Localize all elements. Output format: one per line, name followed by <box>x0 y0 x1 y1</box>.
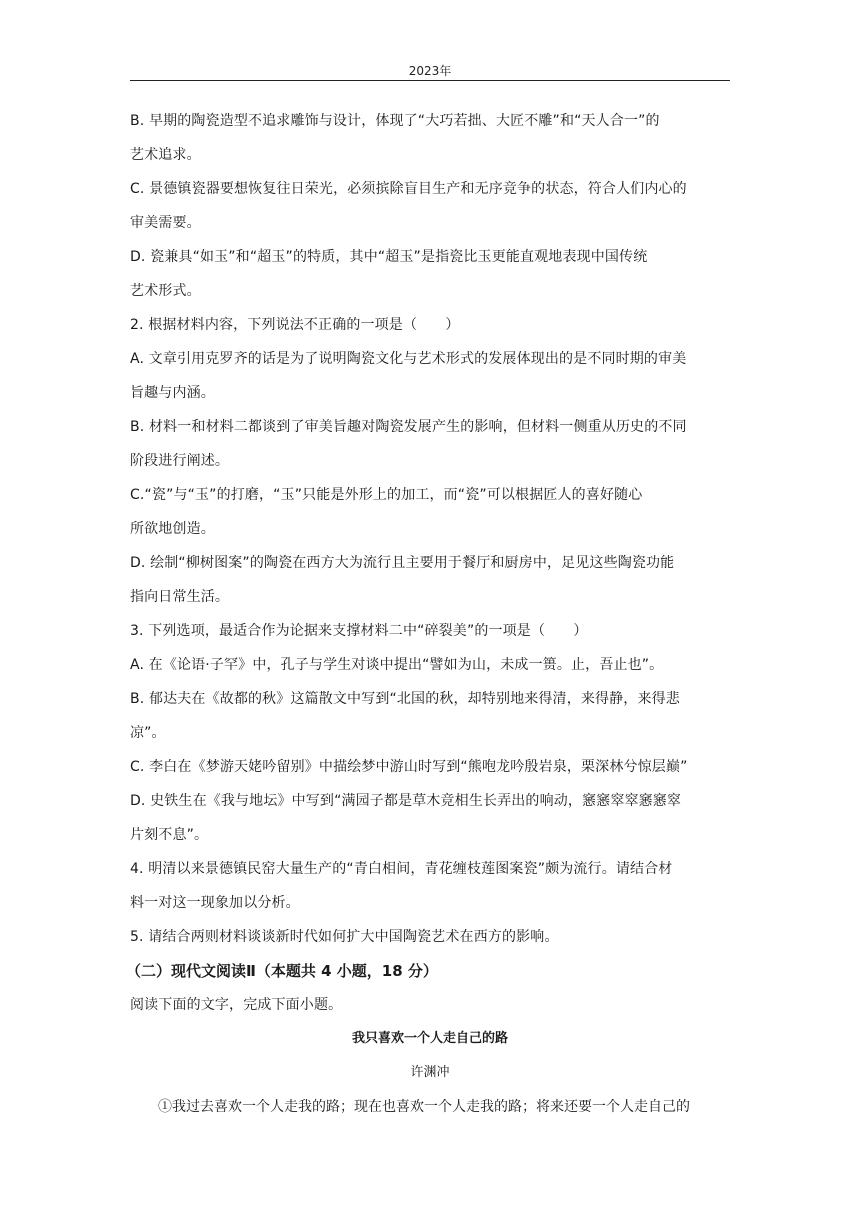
question-4: 4. 明清以来景德镇民窑大量生产的“青白相间，青花缠枝莲图案瓷”颇为流行。请结合材 <box>130 861 673 877</box>
text-line: D. 史铁生在《我与地坛》中写到“满园子都是草木竞相生长弄出的响动，窸窸窣窣窸窸窣 <box>130 793 682 809</box>
question-3: 3. 下列选项，最适合作为论据来支撑材料二中“碎裂美”的一项是（ ） <box>130 623 588 639</box>
text-line: C. 景德镇瓷器要想恢复往日荣光，必须摈除盲目生产和无序竞争的状态，符合人们内心的 <box>130 181 687 197</box>
text-line: C. 李白在《梦游天姥吟留别》中描绘梦中游山时写到“熊咆龙吟殷岩泉，栗深林兮惊层巅” <box>130 759 688 775</box>
section-instruction: 阅读下面的文字，完成下面小题。 <box>130 997 343 1013</box>
section-title: （二）现代文阅读Ⅱ（本题共 4 小题，18 分） <box>126 962 438 980</box>
text-line: B. 郁达夫在《故都的秋》这篇散文中写到“北国的秋，却特别地来得清，来得静，来得悲 <box>130 691 680 707</box>
article-author: 许渊冲 <box>410 1065 450 1080</box>
text-line: A. 在《论语·子罕》中，孔子与学生对谈中提出“譬如为山，未成一篑。止，吾止也”。 <box>130 657 664 673</box>
question-5: 5. 请结合两则材料谈谈新时代如何扩大中国陶瓷艺术在西方的影响。 <box>130 929 559 945</box>
article-paragraph: ①我过去喜欢一个人走我的路；现在也喜欢一个人走我的路；将来还要一个人走自己的 <box>158 1099 690 1115</box>
page-header-year: 2023年 <box>408 64 452 78</box>
text-line: 旨趣与内涵。 <box>130 385 215 401</box>
text-line: 艺术追求。 <box>130 147 201 163</box>
question-2: 2. 根据材料内容，下列说法不正确的一项是（ ） <box>130 317 460 333</box>
text-line: B. 材料一和材料二都谈到了审美旨趣对陶瓷发展产生的影响，但材料一侧重从历史的不同 <box>130 419 687 435</box>
text-line: 艺术形式。 <box>130 283 201 299</box>
text-line: 所欲地创造。 <box>130 521 215 537</box>
text-line: 指向日常生活。 <box>130 589 230 605</box>
text-line: D. 瓷兼具“如玉”和“超玉”的特质，其中“超玉”是指瓷比玉更能直观地表现中国传统 <box>130 249 648 265</box>
text-line: C.“瓷”与“玉”的打磨，“玉”只能是外形上的加工，而“瓷”可以根据匠人的喜好随心 <box>130 487 643 503</box>
text-line: A. 文章引用克罗齐的话是为了说明陶瓷文化与艺术形式的发展体现出的是不同时期的审美 <box>130 351 687 367</box>
text-line: 凉”。 <box>130 725 166 741</box>
text-line: D. 绘制“柳树图案”的陶瓷在西方大为流行且主要用于餐厅和厨房中，足见这些陶瓷功能 <box>130 555 675 571</box>
article-title: 我只喜欢一个人走自己的路 <box>351 1031 508 1046</box>
document-body <box>126 107 730 1127</box>
header-divider <box>130 80 730 81</box>
text-line: 片刻不息”。 <box>130 827 209 843</box>
text-line: 审美需要。 <box>130 215 201 231</box>
text-line: 料一对这一现象加以分析。 <box>130 895 300 911</box>
text-line: B. 早期的陶瓷造型不追求雕饰与设计，体现了“大巧若拙、大匠不雕”和“天人合一”的 <box>130 113 660 129</box>
text-line: 阶段进行阐述。 <box>130 453 230 469</box>
